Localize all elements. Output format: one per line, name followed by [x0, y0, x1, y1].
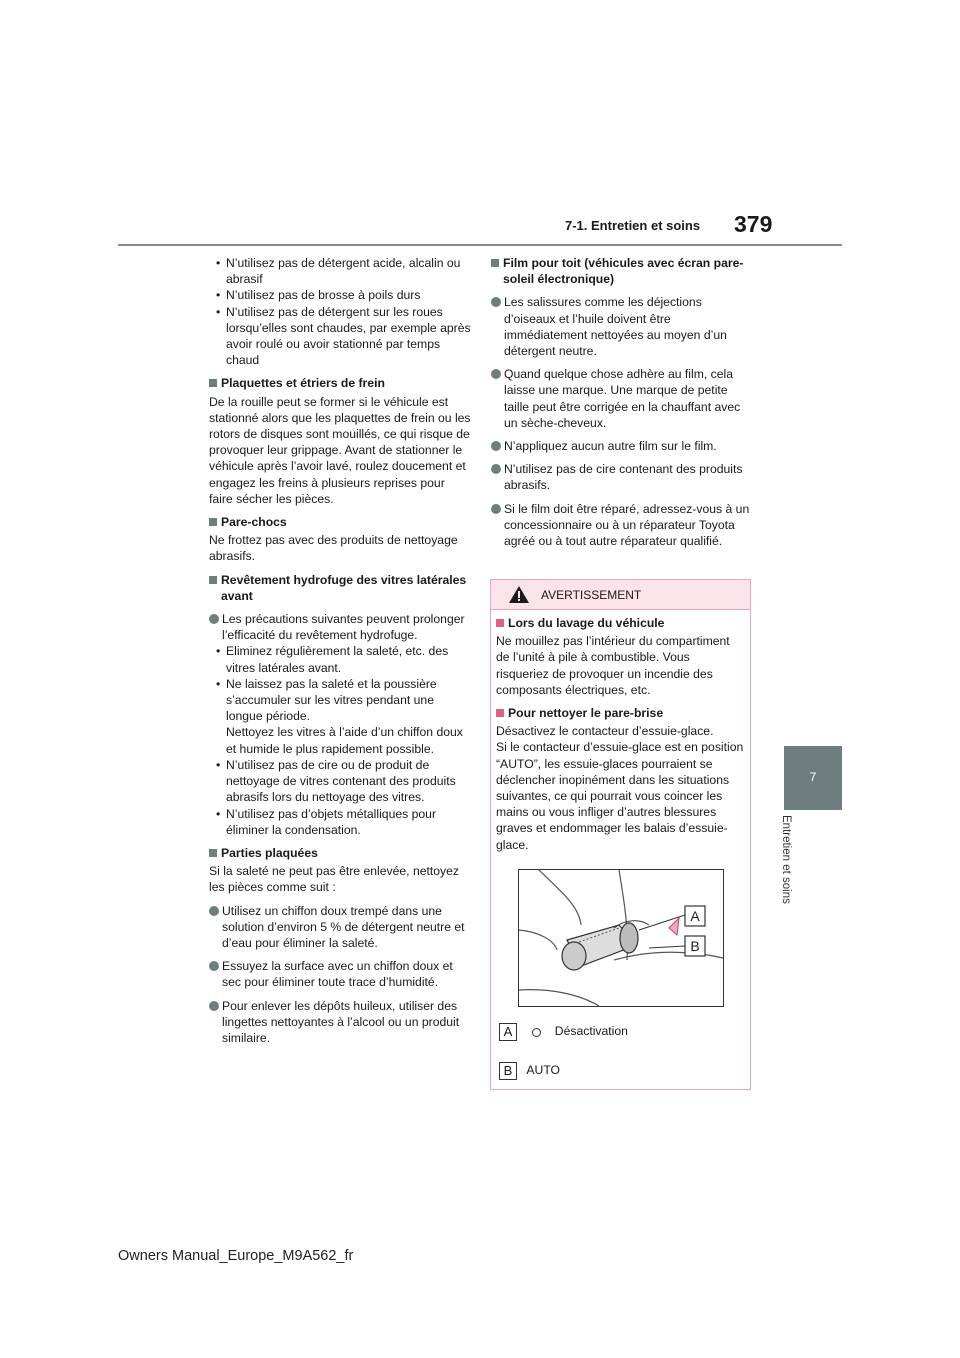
brakes-text: De la rouille peut se former si le véhicule est stationné alors que les plaquettes de frein ou les rotors de disques sont mouillés, ce qui risque de provoquer leur grippage. Avant de stationner le véhicule après l’avoir lavé, roulez doucement et engagez les freins à plusieurs reprises pour faire sécher les pièces. — [209, 394, 471, 506]
bullet-continuation: Nettoyez les vitres à l’aide d’un chiffon doux et humide le plus rapidement possible. — [226, 725, 463, 756]
square-marker-icon — [209, 576, 217, 584]
washing-text: Ne mouillez pas l’intérieur du compartiment de l’unité à pile à combustible. Vous risqueriez de provoquer un incendie des composants électriques, etc. — [496, 634, 730, 697]
legend-b-letter: B — [499, 1062, 517, 1080]
circle-bullet-icon — [209, 906, 219, 916]
plated-circle-item: Utilisez un chiffon doux trempé dans une solution d’environ 5 % de détergent neutre et d’eau pour éliminer la saleté. — [209, 903, 471, 952]
footer-text: Owners Manual_Europe_M9A562_fr — [118, 1248, 354, 1264]
left-column — [209, 255, 471, 1046]
callout-b-letter: B — [690, 938, 700, 954]
bullet-item: • Ne laissez pas la saleté et la poussière s’accumuler sur les vitres pendant une longue période. — [216, 676, 437, 724]
bullet-item: • N’utilisez pas de détergent acide, alcalin ou abrasif — [216, 256, 461, 287]
plated-circle-item: Essuyez la surface avec un chiffon doux et sec pour éliminer toute trace d’humidité. — [209, 958, 471, 990]
roof-film-circle-item: N’utilisez pas de cire contenant des produits abrasifs. — [491, 461, 753, 493]
bumpers-heading: Pare-chocs — [209, 514, 471, 530]
circle-bullet-icon — [491, 441, 501, 451]
square-marker-icon — [209, 518, 217, 526]
hydrophobic-circle-item: Les précautions suivantes peuvent prolonger l’efficacité du revêtement hydrofuge. — [209, 611, 471, 643]
square-marker-icon — [496, 619, 504, 627]
hydrophobic-bullets — [209, 643, 471, 837]
plated-circle-item: Pour enlever les dépôts huileux, utiliser des lingettes nettoyantes à l’alcool ou un produit similaire. — [209, 998, 471, 1047]
circle-bullet-icon — [491, 297, 501, 307]
bullet-item: • Eliminez régulièrement la saleté, etc. des vitres latérales avant. — [216, 644, 449, 675]
washing-heading: Lors du lavage du véhicule — [496, 615, 744, 631]
warning-header — [491, 580, 750, 610]
warning-body — [496, 615, 744, 853]
circle-bullet-icon — [209, 614, 219, 624]
bumpers-text: Ne frottez pas avec des produits de nettoyage abrasifs. — [209, 533, 458, 564]
roof-film-circle-item: Quand quelque chose adhère au film, cela laisse une marque. Une marque de petite taille peut être corrigée en la chauffant avec un sèche-cheveux. — [491, 366, 753, 431]
wiper-switch-illustration — [518, 869, 724, 1007]
bullet-item: • N’utilisez pas de brosse à poils durs — [216, 288, 421, 303]
roof-film-circle-item: Si le film doit être réparé, adressez-vous à un concessionnaire ou à un réparateur Toyota agréé ou à tout autre réparateur qualifié. — [491, 501, 753, 550]
roof-film-circle-item: Les salissures comme les déjections d’oiseaux et l’huile doivent être immédiatement nettoyées au moyen d’un détergent neutre. — [491, 294, 753, 359]
windshield-line1: Désactivez le contacteur d’essuie-glace. — [496, 724, 714, 739]
warning-box — [490, 579, 751, 1090]
square-marker-icon — [496, 709, 504, 717]
circle-bullet-icon — [491, 369, 501, 379]
callout-a-letter: A — [690, 908, 700, 924]
legend-b — [499, 1062, 560, 1080]
right-column — [491, 255, 753, 549]
bullet-item: • N’utilisez pas de détergent sur les roues lorsqu’elles sont chaudes, par exemple après avoir roulé ou avoir stationné par temps chaud — [216, 304, 471, 368]
legend-b-text: AUTO — [526, 1063, 561, 1078]
square-marker-icon — [209, 849, 217, 857]
plated-heading: Parties plaquées — [209, 845, 471, 861]
roof-film-heading: Film pour toit (véhicules avec écran pare-soleil électronique) — [491, 255, 753, 287]
chapter-side-label: Entretien et soins — [780, 815, 792, 904]
square-marker-icon — [209, 379, 217, 387]
section-title: 7-1. Entretien et soins — [565, 218, 701, 233]
page-number: 379 — [734, 211, 773, 237]
windshield-text: Si le contacteur d’essuie-glace est en position “AUTO”, les essuie-glaces pourraient se déclencher inopinément dans les situations suivantes, ce qui pourrait vous coincer les mains ou vous infliger d’autres blessures graves et endommager les balais d’essuie-glace. — [496, 740, 744, 852]
windshield-heading: Pour nettoyer le pare-brise — [496, 705, 744, 721]
circle-bullet-icon — [209, 1001, 219, 1011]
cleaning-bullets — [209, 255, 471, 368]
circle-bullet-icon — [209, 961, 219, 971]
legend-a — [499, 1023, 628, 1041]
circle-bullet-icon — [491, 504, 501, 514]
chapter-tab-number: 7 — [809, 770, 817, 784]
warning-triangle-icon — [509, 586, 529, 603]
wiper-lever-drawing — [519, 870, 723, 1006]
roof-film-circle-item: N’appliquez aucun autre film sur le film. — [491, 438, 753, 454]
circle-bullet-icon — [491, 464, 501, 474]
legend-a-letter: A — [499, 1023, 517, 1041]
plated-text: Si la saleté ne peut pas être enlevée, nettoyez les pièces comme suit : — [209, 864, 460, 895]
bullet-item: • N’utilisez pas d’objets métalliques pour éliminer la condensation. — [216, 806, 437, 837]
header-rule — [118, 244, 842, 246]
hydrophobic-heading: Revêtement hydrofuge des vitres latérales avant — [209, 572, 471, 604]
bullet-item: • N’utilisez pas de cire ou de produit de nettoyage de vitres contenant des produits abrasifs lors du nettoyage des vitres. — [216, 757, 456, 805]
wiper-off-icon — [532, 1028, 541, 1037]
warning-title: AVERTISSEMENT — [541, 588, 642, 602]
chapter-side-label-wrap — [778, 815, 808, 930]
legend-a-text: Désactivation — [554, 1024, 628, 1039]
chapter-tab[interactable] — [784, 746, 842, 810]
brakes-heading: Plaquettes et étriers de frein — [209, 375, 471, 391]
square-marker-icon — [491, 259, 499, 267]
